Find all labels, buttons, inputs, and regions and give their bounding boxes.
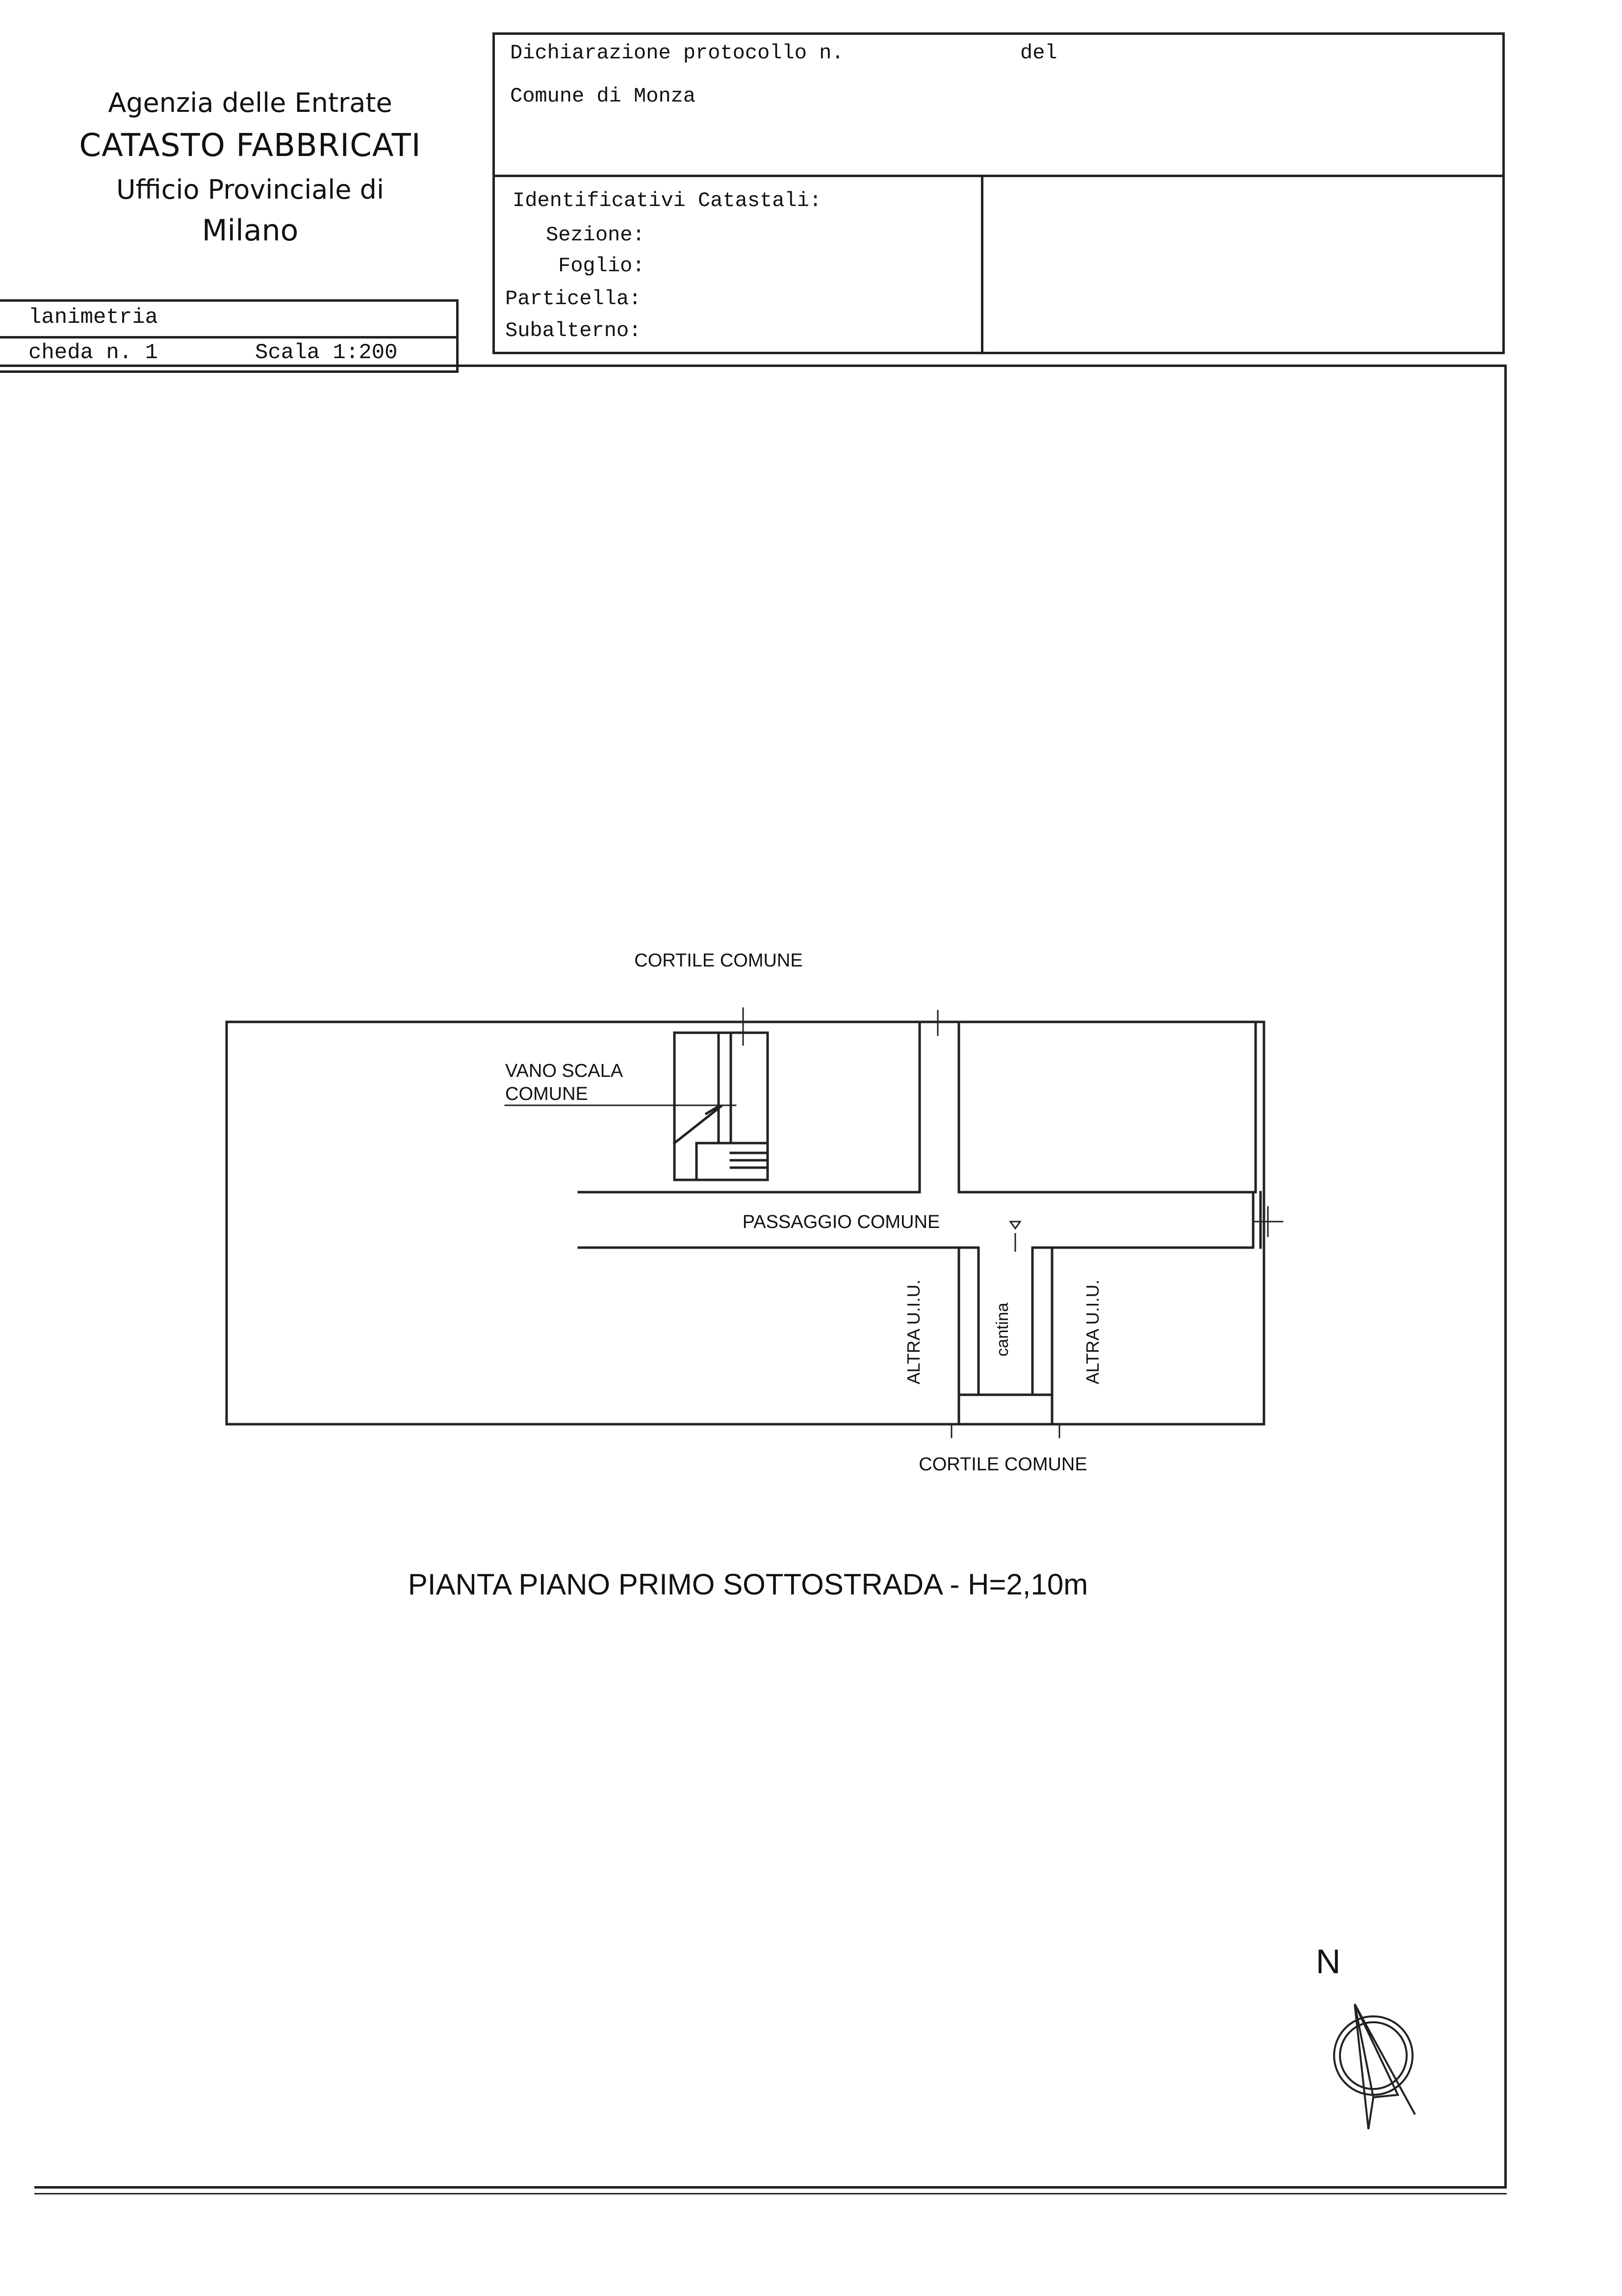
cantina-label: cantina <box>993 1303 1012 1357</box>
particella-label: Particella: <box>505 287 642 311</box>
office-name: Ufficio Provinciale di <box>116 174 384 205</box>
office-city: Milano <box>202 213 299 248</box>
altra-uiu-right-label: ALTRA U.I.U. <box>1082 1279 1103 1384</box>
vano-scala-label-line1: VANO SCALA <box>505 1061 623 1081</box>
altra-uiu-left-label: ALTRA U.I.U. <box>903 1279 924 1384</box>
cortile-top-label: CORTILE COMUNE <box>634 950 803 971</box>
agency-name: Agenzia delle Entrate <box>108 87 392 118</box>
floor-title: PIANTA PIANO PRIMO SOTTOSTRADA - H=2,10m <box>408 1568 1088 1601</box>
comune-label: Comune di Monza <box>510 84 696 108</box>
north-arrow-icon <box>1334 2004 1415 2129</box>
passaggio-label: PASSAGGIO COMUNE <box>742 1212 940 1232</box>
identifiers-title: Identificativi Catastali: <box>513 189 822 212</box>
foglio-label: Foglio: <box>558 254 645 278</box>
scale-label: Scala 1:200 <box>255 340 398 365</box>
del-label: del <box>1020 41 1057 65</box>
protocol-label: Dichiarazione protocollo n. <box>510 41 844 65</box>
sheet-type-label: lanimetria <box>28 305 158 330</box>
catasto-title: CATASTO FABBRICATI <box>79 128 421 164</box>
vano-scala-label-line2: COMUNE <box>505 1084 588 1104</box>
subalterno-label: Subalterno: <box>505 319 642 342</box>
scheda-number: cheda n. 1 <box>28 340 158 365</box>
north-label: N <box>1315 1942 1341 1981</box>
sezione-label: Sezione: <box>546 223 645 247</box>
cortile-bottom-label: CORTILE COMUNE <box>919 1454 1087 1475</box>
